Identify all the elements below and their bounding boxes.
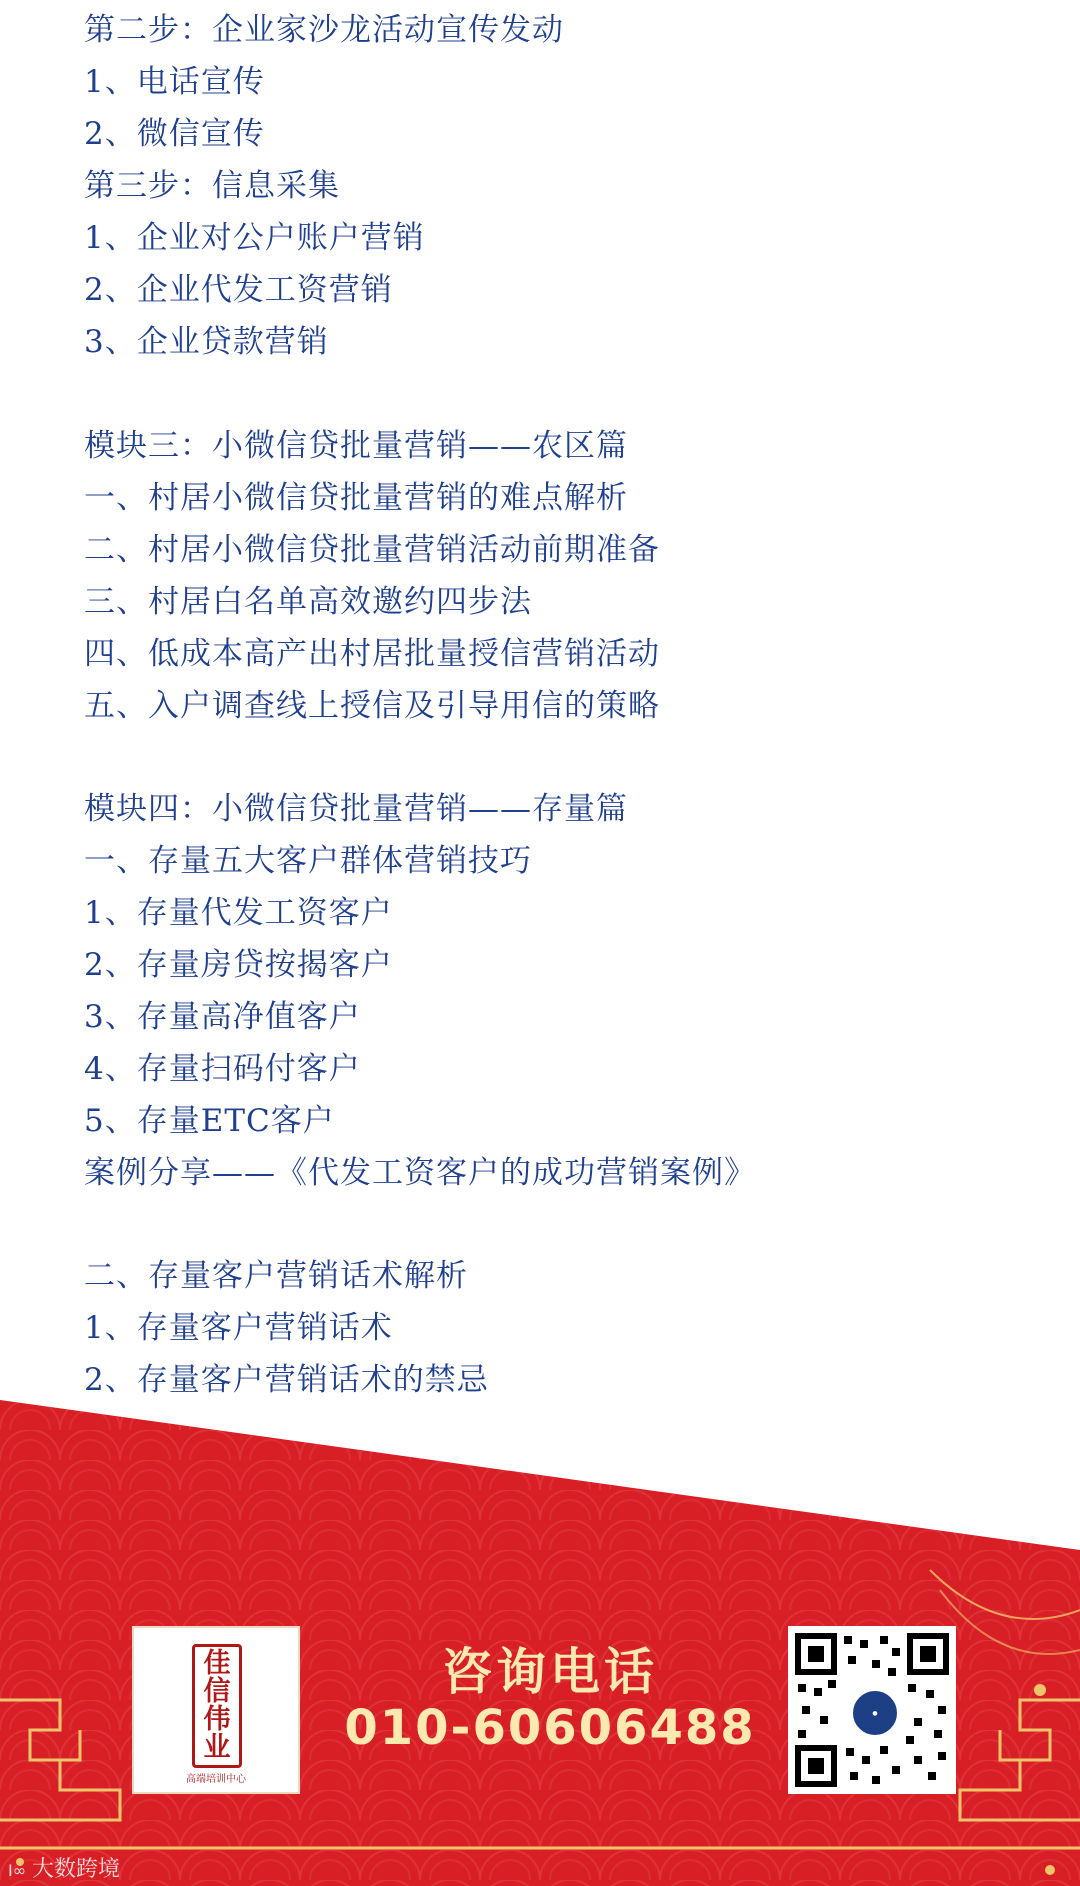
outline-line: 第二步：企业家沙龙活动宣传发动: [84, 12, 564, 48]
outline-line: 4、存量扫码付客户: [84, 1051, 361, 1087]
watermark-mark-icon: Ⅰ∞: [8, 1861, 27, 1880]
module-heading: 模块三：小微信贷批量营销——农区篇: [84, 428, 628, 464]
watermark-text: 大数跨境: [32, 1857, 121, 1882]
case-share-line: 案例分享——《代发工资客户的成功营销案例》: [84, 1155, 756, 1191]
outline-line: 第三步：信息采集: [84, 168, 340, 204]
outline-line: 5、存量ETC客户: [84, 1103, 335, 1139]
outline-line: 1、存量客户营销话术: [84, 1310, 393, 1346]
watermark: [8, 1852, 120, 1883]
outline-line: 二、存量客户营销话术解析: [84, 1258, 468, 1294]
outline-line: 2、存量房贷按揭客户: [84, 947, 393, 983]
outline-line: 2、存量客户营销话术的禁忌: [84, 1362, 489, 1398]
logo-char: 信: [203, 1676, 231, 1707]
outline-line: 1、电话宣传: [84, 64, 265, 100]
module-heading: 模块四：小微信贷批量营销——存量篇: [84, 791, 628, 827]
logo-char: 业: [203, 1732, 231, 1763]
outline-line: 四、低成本高产出村居批量授信营销活动: [84, 636, 660, 672]
qr-center-logo-icon: ●: [850, 1688, 900, 1738]
phone-number[interactable]: 010-60606488: [344, 1700, 756, 1756]
outline-line: 2、微信宣传: [84, 116, 265, 152]
qr-code[interactable]: [788, 1626, 956, 1794]
outline-line: 一、存量五大客户群体营销技巧: [84, 843, 532, 879]
outline-line: 3、企业贷款营销: [84, 324, 329, 360]
outline-line: 一、村居小微信贷批量营销的难点解析: [84, 480, 628, 516]
outline-line: 1、企业对公户账户营销: [84, 220, 425, 256]
outline-line: 2、企业代发工资营销: [84, 272, 393, 308]
outline-line: 1、存量代发工资客户: [84, 895, 393, 931]
logo-char: 伟: [203, 1704, 231, 1735]
outline-line: 五、入户调查线上授信及引导用信的策略: [84, 688, 660, 724]
outline-line: 三、村居白名单高效邀约四步法: [84, 584, 532, 620]
company-logo: [134, 1628, 298, 1792]
outline-line: 二、村居小微信贷批量营销活动前期准备: [84, 532, 660, 568]
logo-seal: [192, 1644, 242, 1768]
consult-label: 咨询电话: [442, 1643, 658, 1701]
logo-subtitle: 高端培训中心: [186, 1774, 246, 1785]
outline-line: 3、存量高净值客户: [84, 999, 361, 1035]
logo-char: 佳: [203, 1648, 231, 1679]
